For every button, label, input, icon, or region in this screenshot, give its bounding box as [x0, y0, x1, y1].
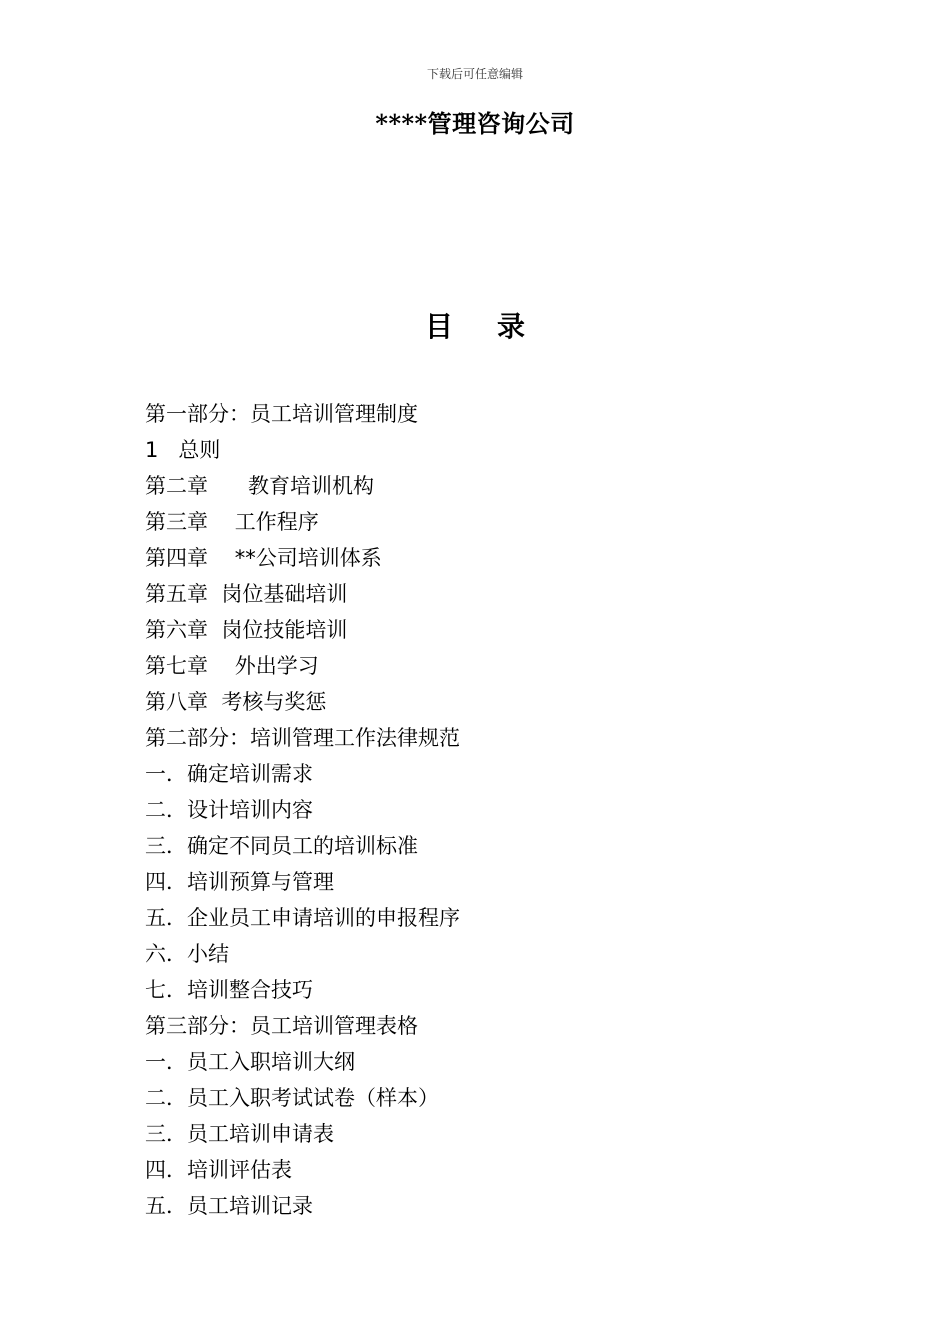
toc-item: 第五章 岗位基础培训 [145, 582, 348, 606]
toc-item: 一．员工入职培训大纲 [145, 1050, 355, 1074]
toc-item: 一．确定培训需求 [145, 762, 313, 786]
toc-title [0, 308, 950, 346]
toc-item: 四．培训预算与管理 [145, 870, 334, 894]
toc-item: 1 总则 [145, 438, 221, 462]
toc-item: 第六章 岗位技能培训 [145, 618, 348, 642]
toc-item: 二．设计培训内容 [145, 798, 313, 822]
toc-title-char-2: 录 [497, 310, 526, 343]
toc-list [145, 396, 845, 1224]
company-title: ****管理咨询公司 [375, 109, 575, 138]
header-note: 下载后可任意编辑 [426, 67, 523, 81]
toc-item: 六．小结 [145, 942, 229, 966]
toc-title-char-1: 目 [424, 310, 453, 343]
toc-item: 第三部分：员工培训管理表格 [145, 1014, 418, 1038]
toc-item: 第三章 工作程序 [145, 510, 319, 534]
toc-item: 第二部分：培训管理工作法律规范 [145, 726, 460, 750]
toc-item: 五．企业员工申请培训的申报程序 [145, 906, 460, 930]
toc-item: 第一部分：员工培训管理制度 [145, 402, 418, 426]
toc-item: 第七章 外出学习 [145, 654, 319, 678]
toc-item: 三．确定不同员工的培训标准 [145, 834, 418, 858]
toc-item: 第四章 **公司培训体系 [145, 546, 382, 570]
toc-item: 五．员工培训记录 [145, 1194, 313, 1218]
toc-item: 四．培训评估表 [145, 1158, 292, 1182]
toc-item: 三．员工培训申请表 [145, 1122, 334, 1146]
toc-item: 第二章 教育培训机构 [145, 474, 375, 498]
toc-item: 二．员工入职考试试卷（样本） [145, 1086, 439, 1110]
toc-item: 七．培训整合技巧 [145, 978, 313, 1002]
toc-item: 第八章 考核与奖惩 [145, 690, 327, 714]
